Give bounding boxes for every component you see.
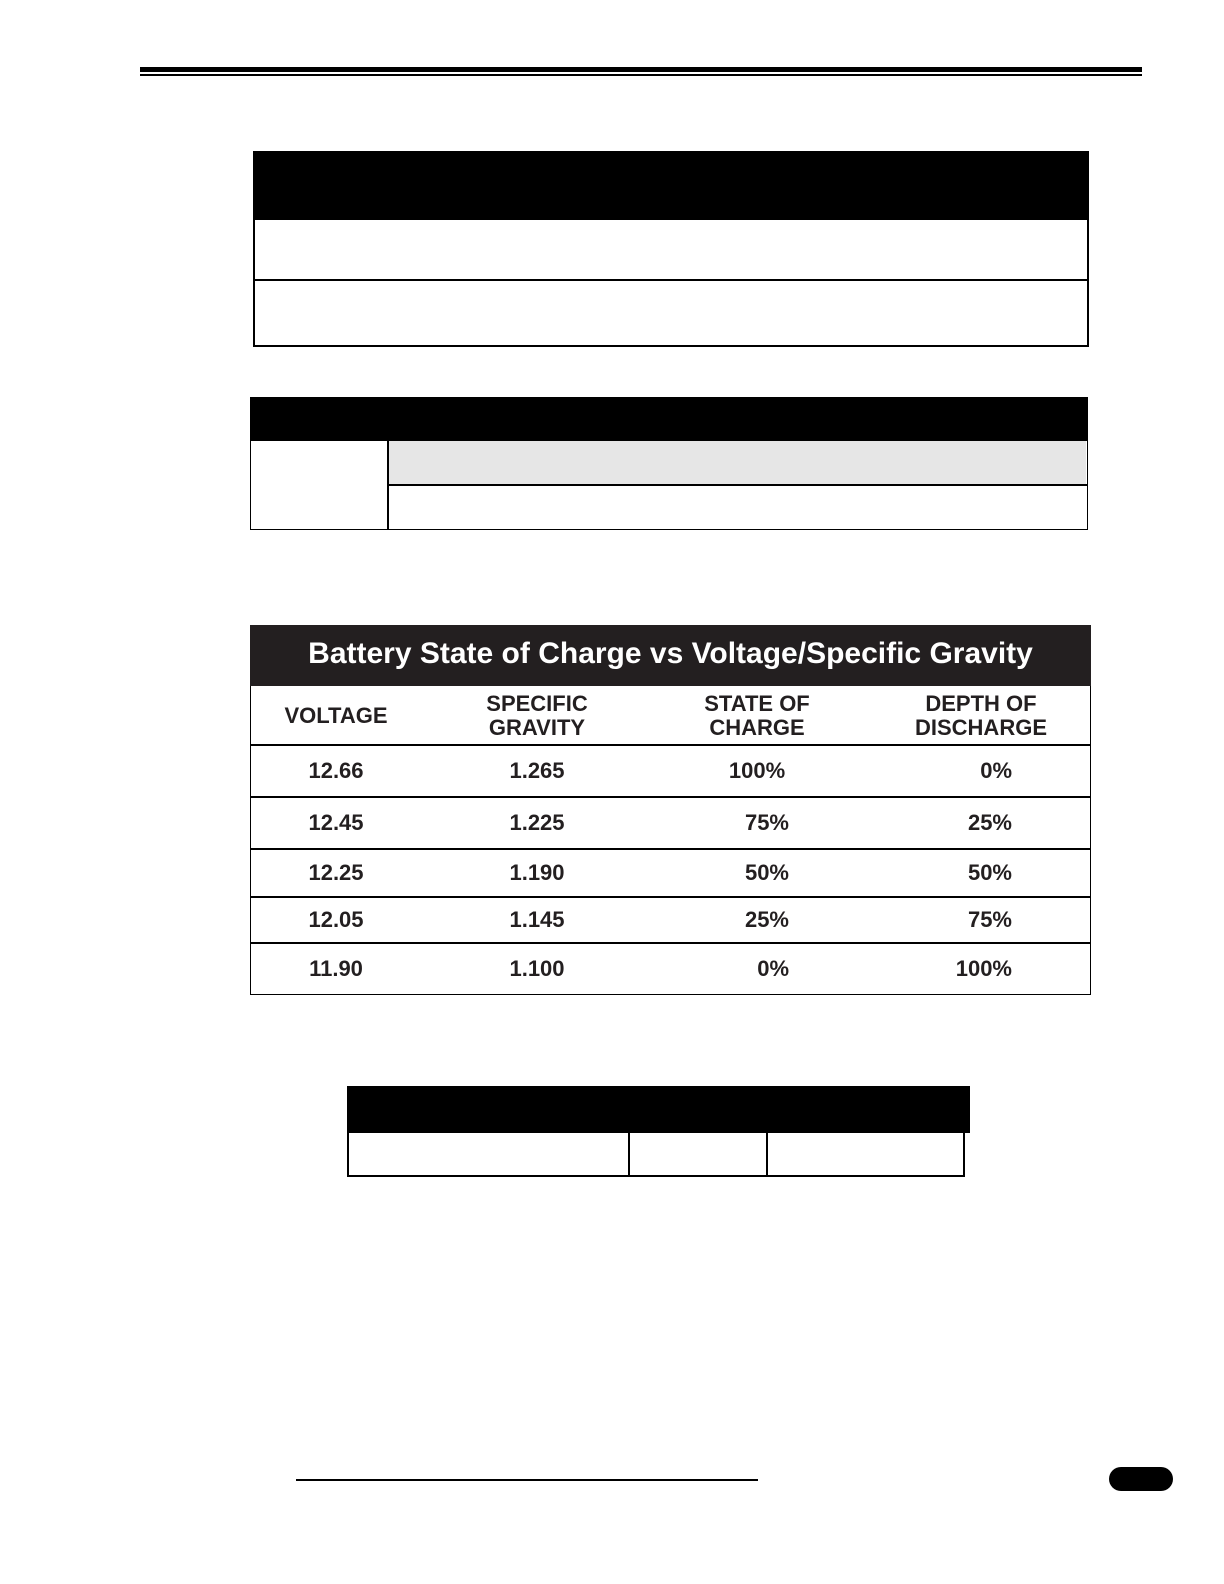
column-header-state-of-charge-line2: CHARGE [709, 715, 805, 740]
cell-specific-gravity: 1.145 [509, 907, 565, 932]
column-header-voltage [250, 688, 422, 744]
column-header-state-of-charge-line1: STATE OF [704, 691, 810, 716]
cell-voltage: 12.66 [308, 758, 364, 783]
header-rule [140, 67, 1142, 72]
cell-depth-of-discharge: 0% [980, 758, 1012, 783]
header-rule-thin [140, 74, 1142, 76]
table-1-row-divider [253, 279, 1089, 281]
cell-specific-gravity: 1.225 [509, 810, 565, 835]
cell-state-of-charge: 25% [744, 907, 789, 932]
battery-table-title: Battery State of Charge vs Voltage/Specific Gravity [250, 625, 1091, 686]
cell-state-of-charge: 50% [744, 860, 789, 885]
column-header-voltage-line1: VOLTAGE [284, 703, 388, 728]
cell-voltage: 12.05 [308, 907, 364, 932]
table-1-header [253, 151, 1089, 220]
table-2-header [250, 397, 1088, 441]
cell-state-of-charge: 100% [728, 758, 786, 783]
column-header-specific-gravity-line1: SPECIFIC [486, 691, 588, 716]
cell-voltage: 12.25 [308, 860, 364, 885]
table-4-header [347, 1086, 970, 1133]
cell-state-of-charge: 0% [757, 956, 789, 981]
footer-rule [296, 1479, 758, 1481]
cell-depth-of-discharge: 75% [967, 907, 1012, 932]
cell-specific-gravity: 1.265 [509, 758, 565, 783]
cell-specific-gravity: 1.100 [509, 956, 565, 981]
cell-voltage: 11.90 [309, 956, 363, 981]
column-header-depth-of-discharge-line1: DEPTH OF [925, 691, 1037, 716]
cell-specific-gravity: 1.190 [509, 860, 565, 885]
page-number-badge [1109, 1467, 1173, 1491]
table-4-column-divider [766, 1133, 768, 1176]
column-header-depth-of-discharge [880, 688, 1082, 744]
cell-depth-of-discharge: 100% [955, 956, 1012, 981]
cell-state-of-charge: 75% [744, 810, 789, 835]
table-2-shaded-row [389, 441, 1086, 484]
column-header-specific-gravity-line2: GRAVITY [488, 715, 586, 740]
cell-depth-of-discharge: 50% [967, 860, 1012, 885]
table-2-row-divider [389, 484, 1088, 486]
cell-voltage: 12.45 [308, 810, 364, 835]
column-header-depth-of-discharge-line2: DISCHARGE [914, 715, 1047, 740]
table-4-column-divider [628, 1133, 630, 1176]
cell-depth-of-discharge: 25% [967, 810, 1012, 835]
column-header-state-of-charge [655, 688, 859, 744]
column-header-specific-gravity [436, 688, 638, 744]
